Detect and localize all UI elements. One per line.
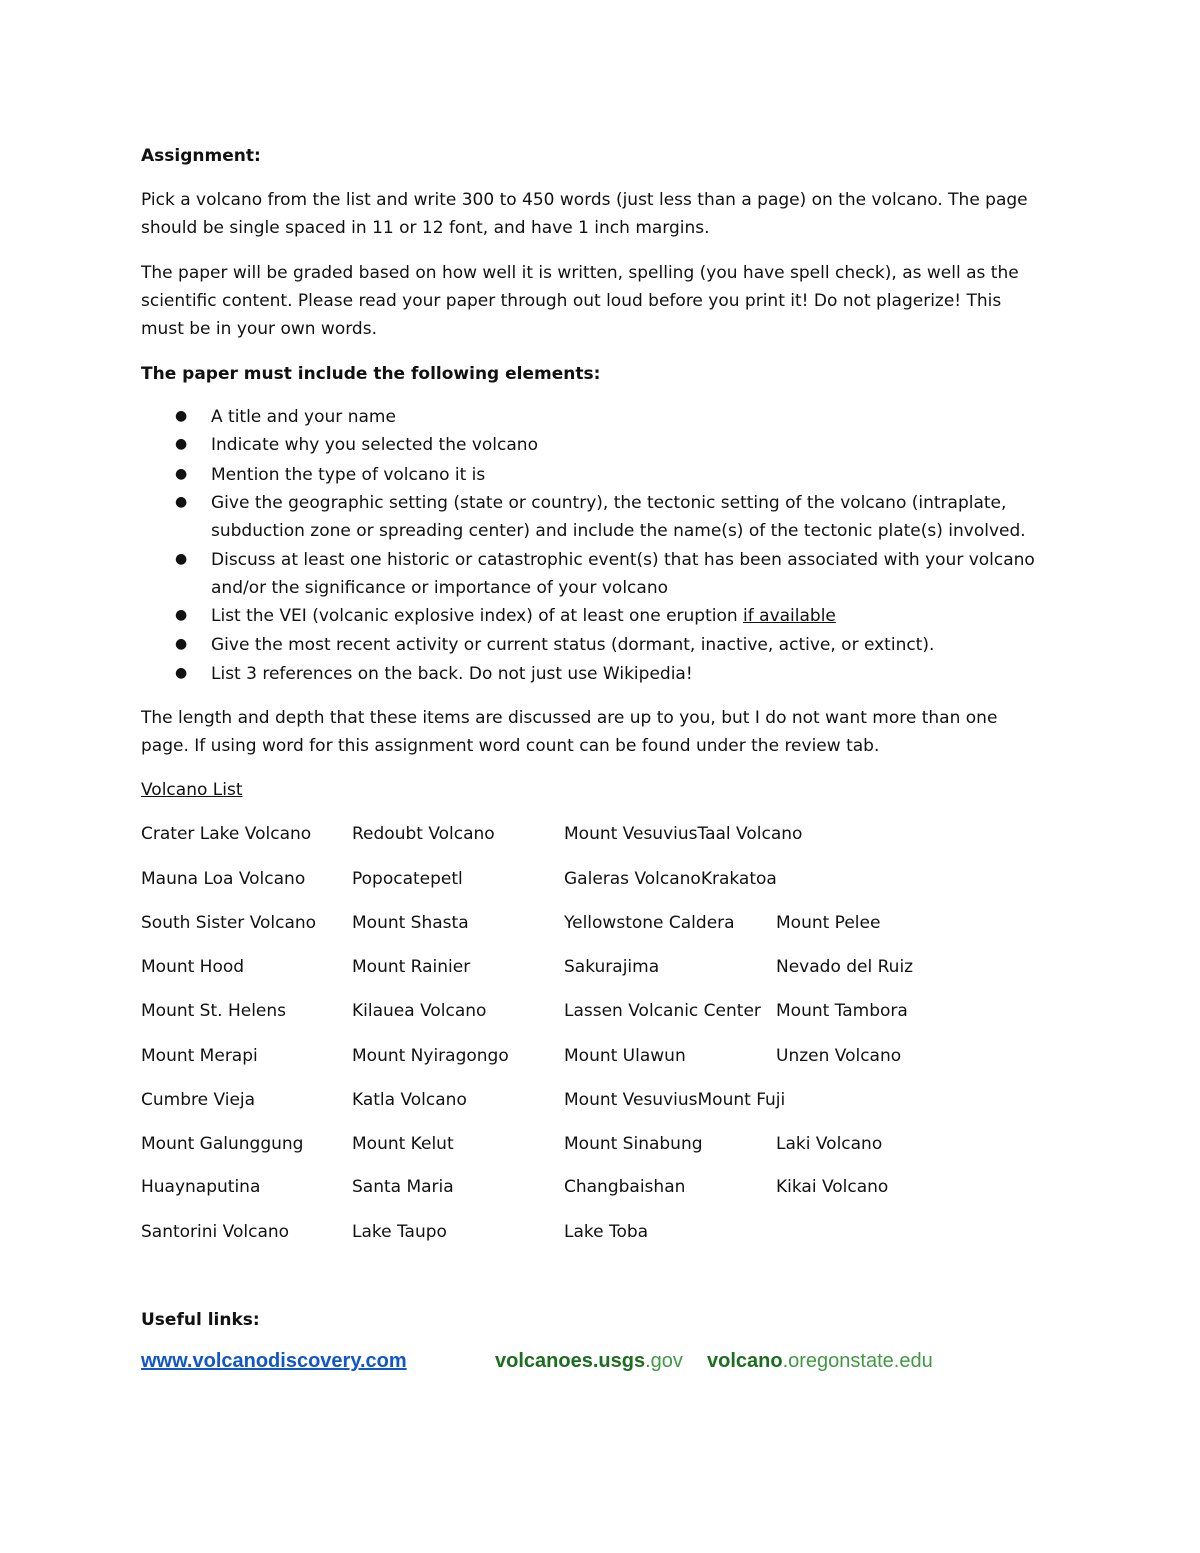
volcano-cell: Galeras VolcanoKrakatoa: [564, 869, 777, 889]
volcano-cell: Mount Galunggung: [141, 1134, 304, 1154]
volcano-cell: Lake Toba: [564, 1222, 649, 1242]
oregonstate-link-part: .oregonstate.edu: [782, 1350, 933, 1372]
volcano-cell: Mount Pelee: [776, 913, 881, 933]
volcano-cell: Mount Kelut: [352, 1134, 454, 1154]
volcano-cell: Mount VesuviusTaal Volcano: [564, 824, 803, 844]
volcano-cell: Huaynaputina: [141, 1177, 261, 1197]
grading-line-1: The paper will be graded based on how well it is written, spelling (you have spell check), as well as the: [141, 263, 1019, 283]
volcano-cell: Mount Ulawun: [564, 1046, 686, 1066]
list-item: A title and your name: [211, 407, 396, 427]
volcano-cell: Nevado del Ruiz: [776, 957, 914, 977]
oregonstate-link-part: volcano: [707, 1350, 783, 1372]
usgs-link-part: .usgs: [592, 1350, 646, 1372]
volcano-cell: Mount Hood: [141, 957, 245, 977]
list-item: Give the geographic setting (state or country), the tectonic setting of the volcano (intraplate,: [211, 493, 1007, 513]
list-item: Discuss at least one historic or catastrophic event(s) that has been associated with your volcano: [211, 550, 1035, 570]
volcano-cell: Unzen Volcano: [776, 1046, 902, 1066]
list-item: Mention the type of volcano it is: [211, 465, 486, 485]
volcano-cell: Lassen Volcanic Center: [564, 1001, 761, 1021]
bullet-dot: ●: [175, 466, 188, 482]
list-item-continued: subduction zone or spreading center) and include the name(s) of the tectonic plate(s) involved.: [211, 521, 1026, 541]
usgs-link[interactable]: [495, 1346, 683, 1376]
length-note-line-1: The length and depth that these items are discussed are up to you, but I do not want more than one: [141, 708, 998, 728]
grading-line-2: scientific content. Please read your paper through out loud before you print it! Do not plagerize! This: [141, 291, 1002, 311]
volcano-cell: Kilauea Volcano: [352, 1001, 487, 1021]
intro-line-1: Pick a volcano from the list and write 300 to 450 words (just less than a page) on the volcano. The page: [141, 190, 1028, 210]
elements-heading: The paper must include the following elements:: [141, 364, 601, 384]
volcano-cell: South Sister Volcano: [141, 913, 317, 933]
volcano-cell: Cumbre Vieja: [141, 1090, 256, 1110]
oregonstate-link[interactable]: [707, 1346, 933, 1376]
bullet-dot: ●: [175, 551, 188, 567]
volcano-cell: Katla Volcano: [352, 1090, 467, 1110]
volcano-cell: Redoubt Volcano: [352, 824, 495, 844]
grading-line-3: must be in your own words.: [141, 319, 377, 339]
volcano-cell: Sakurajima: [564, 957, 660, 977]
volcanodiscovery-link[interactable]: www.volcanodiscovery.com: [141, 1350, 407, 1372]
list-item: List 3 references on the back. Do not just use Wikipedia!: [211, 664, 693, 684]
volcano-cell: Yellowstone Caldera: [564, 913, 735, 933]
length-note-line-2: page. If using word for this assignment word count can be found under the review tab.: [141, 736, 880, 756]
usgs-link-part: volcanoes: [495, 1350, 593, 1372]
bullet-dot: ●: [175, 636, 188, 652]
volcano-cell: Kikai Volcano: [776, 1177, 889, 1197]
volcano-cell: Santa Maria: [352, 1177, 454, 1197]
volcano-cell: Santorini Volcano: [141, 1222, 290, 1242]
list-item: [211, 602, 836, 630]
volcano-cell: Laki Volcano: [776, 1134, 883, 1154]
volcano-cell: Changbaishan: [564, 1177, 686, 1197]
vei-text: List the VEI (volcanic explosive index) of at least one eruption: [211, 606, 744, 626]
volcano-cell: Mauna Loa Volcano: [141, 869, 306, 889]
volcano-list-heading: Volcano List: [141, 780, 243, 800]
volcano-cell: Lake Taupo: [352, 1222, 447, 1242]
volcano-cell: Mount VesuviusMount Fuji: [564, 1090, 786, 1110]
volcano-cell: Mount Nyiragongo: [352, 1046, 509, 1066]
intro-line-2: should be single spaced in 11 or 12 font, and have 1 inch margins.: [141, 218, 710, 238]
list-item: Give the most recent activity or current status (dormant, inactive, active, or extinct).: [211, 635, 935, 655]
volcano-cell: Mount Tambora: [776, 1001, 908, 1021]
volcano-cell: Mount Rainier: [352, 957, 471, 977]
bullet-dot: ●: [175, 408, 188, 424]
assignment-heading: Assignment:: [141, 146, 261, 166]
list-item: Indicate why you selected the volcano: [211, 435, 538, 455]
volcano-cell: Mount Merapi: [141, 1046, 258, 1066]
volcano-cell: Crater Lake Volcano: [141, 824, 312, 844]
bullet-dot: ●: [175, 436, 188, 452]
bullet-dot: ●: [175, 607, 188, 623]
useful-links-heading: Useful links:: [141, 1310, 260, 1330]
volcano-cell: Mount St. Helens: [141, 1001, 287, 1021]
bullet-dot: ●: [175, 665, 188, 681]
volcano-cell: Mount Sinabung: [564, 1134, 703, 1154]
list-item-continued: and/or the significance or importance of your volcano: [211, 578, 668, 598]
if-available-text: if available: [743, 606, 836, 626]
usgs-link-part: .gov: [645, 1350, 683, 1372]
bullet-dot: ●: [175, 494, 188, 510]
volcano-cell: Popocatepetl: [352, 869, 463, 889]
volcano-cell: Mount Shasta: [352, 913, 469, 933]
